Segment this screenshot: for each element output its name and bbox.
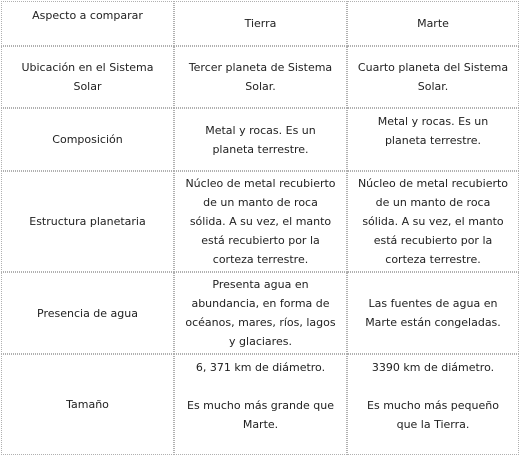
row-aspect-cell: Presencia de agua [1, 272, 174, 354]
row-tierra-cell: Tercer planeta de Sistema Solar. [174, 46, 347, 108]
row-marte-cell: Núcleo de metal recubierto de un manto de roca sólida. A su vez, el manto está recubierto por la corteza terrestre. [347, 171, 519, 272]
row-tierra-cell: Presenta agua en abundancia, en forma de océanos, mares, ríos, lagos y glaciares. [174, 272, 347, 354]
table-row [1, 46, 519, 108]
row-tierra-cell: Metal y rocas. Es un planeta terrestre. [174, 108, 347, 171]
row-marte-cell: Las fuentes de agua en Marte están congeladas. [347, 272, 519, 354]
comparison-table [1, 1, 519, 455]
header-marte: Marte [347, 1, 519, 46]
row-aspect-cell: Tamaño [1, 354, 174, 455]
row-aspect-cell: Ubicación en el Sistema Solar [1, 46, 174, 108]
header-aspect: Aspecto a comparar [1, 1, 174, 46]
row-tierra-cell: 6, 371 km de diámetro. Es mucho más grande que Marte. [174, 354, 347, 455]
row-aspect-cell: Estructura planetaria [1, 171, 174, 272]
table-header-row [1, 1, 519, 46]
table-row [1, 354, 519, 455]
header-tierra: Tierra [174, 1, 347, 46]
row-tierra-cell: Núcleo de metal recubierto de un manto de roca sólida. A su vez, el manto está recubierto por la corteza terrestre. [174, 171, 347, 272]
row-marte-cell: Cuarto planeta del Sistema Solar. [347, 46, 519, 108]
row-marte-cell: Metal y rocas. Es un planeta terrestre. [347, 108, 519, 171]
row-marte-cell: 3390 km de diámetro. Es mucho más pequeño que la Tierra. [347, 354, 519, 455]
table-row [1, 171, 519, 272]
table-row [1, 272, 519, 354]
row-aspect-cell: Composición [1, 108, 174, 171]
table-row [1, 108, 519, 171]
